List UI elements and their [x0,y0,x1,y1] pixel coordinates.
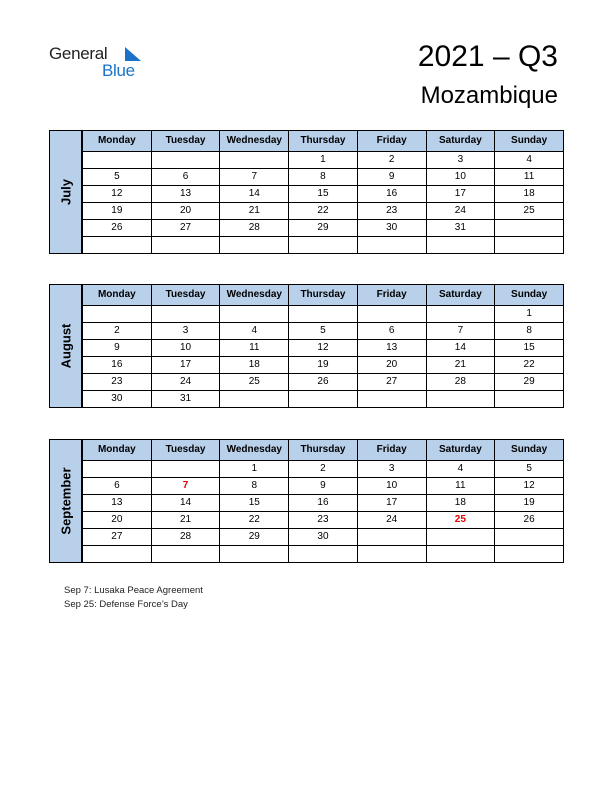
day-cell: 10 [151,340,220,357]
day-cell: 24 [357,512,426,529]
day-cell: 8 [220,478,289,495]
day-cell: 8 [289,169,358,186]
month-label: July [58,178,73,206]
day-cell: 1 [220,461,289,478]
day-cell [495,391,564,408]
day-cell: 30 [83,391,152,408]
month-september [49,439,564,563]
day-cell: 16 [289,495,358,512]
week-row [83,323,564,340]
day-cell: 7 [220,169,289,186]
day-cell: 31 [426,220,495,237]
day-cell: 18 [426,495,495,512]
week-row [83,203,564,220]
day-cell [220,546,289,563]
day-cell: 17 [357,495,426,512]
day-cell: 2 [83,323,152,340]
holiday-day-cell: 7 [151,478,220,495]
weekday-header: Sunday [495,131,564,152]
day-cell [151,306,220,323]
week-row [83,306,564,323]
day-cell: 21 [151,512,220,529]
weekday-header: Tuesday [151,131,220,152]
day-cell [426,546,495,563]
calendar-grid [82,130,564,254]
week-row [83,186,564,203]
holiday-note: Sep 25: Defense Force’s Day [64,599,188,610]
day-cell [83,306,152,323]
day-cell: 15 [289,186,358,203]
weekday-header: Thursday [289,285,358,306]
day-cell: 9 [357,169,426,186]
day-cell: 22 [220,512,289,529]
day-cell: 17 [426,186,495,203]
day-cell: 23 [357,203,426,220]
week-row [83,546,564,563]
day-cell: 28 [220,220,289,237]
day-cell: 25 [495,203,564,220]
day-cell [426,306,495,323]
day-cell: 27 [83,529,152,546]
day-cell: 28 [426,374,495,391]
day-cell [357,237,426,254]
day-cell: 30 [357,220,426,237]
weekday-header: Friday [357,285,426,306]
week-row [83,340,564,357]
brand-word-general: General [49,44,108,63]
day-cell [83,237,152,254]
day-cell [426,529,495,546]
day-cell: 27 [151,220,220,237]
weekday-header: Saturday [426,131,495,152]
weekday-header: Monday [83,440,152,461]
day-cell: 15 [495,340,564,357]
day-cell: 11 [220,340,289,357]
week-row [83,478,564,495]
weekday-header: Thursday [289,440,358,461]
day-cell [495,220,564,237]
month-label-panel [49,130,82,254]
day-cell [151,152,220,169]
day-cell: 22 [495,357,564,374]
month-label-panel [49,284,82,408]
day-cell: 20 [151,203,220,220]
day-cell: 3 [357,461,426,478]
day-cell: 13 [83,495,152,512]
day-cell: 5 [289,323,358,340]
holiday-day-cell: 25 [426,512,495,529]
day-cell: 12 [83,186,152,203]
month-august [49,284,564,408]
day-cell: 11 [495,169,564,186]
day-cell [426,237,495,254]
day-cell: 21 [220,203,289,220]
week-row [83,374,564,391]
calendar-grid [82,284,564,408]
weekday-header: Sunday [495,440,564,461]
week-row [83,220,564,237]
day-cell [83,152,152,169]
day-cell: 1 [495,306,564,323]
day-cell: 31 [151,391,220,408]
day-cell [220,237,289,254]
day-cell: 24 [426,203,495,220]
day-cell: 13 [357,340,426,357]
day-cell: 21 [426,357,495,374]
day-cell [83,461,152,478]
brand-logo [49,44,149,84]
day-cell: 10 [357,478,426,495]
day-cell: 14 [151,495,220,512]
week-row [83,495,564,512]
day-cell [83,546,152,563]
day-cell: 26 [495,512,564,529]
day-cell: 4 [426,461,495,478]
day-cell: 20 [83,512,152,529]
day-cell [220,306,289,323]
day-cell: 20 [357,357,426,374]
brand-word-blue: Blue [102,61,135,80]
day-cell [151,546,220,563]
week-row [83,152,564,169]
day-cell [495,546,564,563]
weekday-header: Tuesday [151,285,220,306]
day-cell: 10 [426,169,495,186]
day-cell: 25 [220,374,289,391]
day-cell: 23 [289,512,358,529]
month-label-panel [49,439,82,563]
month-label: September [58,467,73,535]
weekday-header: Wednesday [220,285,289,306]
day-cell: 18 [220,357,289,374]
day-cell [357,546,426,563]
day-cell: 8 [495,323,564,340]
brand-triangle-icon [125,47,141,61]
day-cell: 26 [289,374,358,391]
day-cell: 17 [151,357,220,374]
day-cell [289,546,358,563]
day-cell [151,461,220,478]
week-row [83,169,564,186]
day-cell: 29 [495,374,564,391]
day-cell: 7 [426,323,495,340]
day-cell: 29 [289,220,358,237]
day-cell [357,306,426,323]
weekday-header: Wednesday [220,131,289,152]
week-row [83,461,564,478]
weekday-header: Saturday [426,285,495,306]
week-row [83,237,564,254]
day-cell: 6 [83,478,152,495]
day-cell: 26 [83,220,152,237]
day-cell: 1 [289,152,358,169]
day-cell: 4 [220,323,289,340]
day-cell: 2 [357,152,426,169]
day-cell: 12 [495,478,564,495]
day-cell: 22 [289,203,358,220]
weekday-header: Monday [83,131,152,152]
day-cell: 19 [83,203,152,220]
day-cell: 6 [357,323,426,340]
day-cell [289,306,358,323]
holiday-notes [64,584,203,612]
day-cell [495,237,564,254]
page-title: 2021 – Q3 [417,40,558,73]
week-row [83,529,564,546]
day-cell: 23 [83,374,152,391]
holiday-note: Sep 7: Lusaka Peace Agreement [64,585,203,596]
weekday-header: Wednesday [220,440,289,461]
day-cell: 15 [220,495,289,512]
day-cell [495,529,564,546]
day-cell [151,237,220,254]
week-row [83,357,564,374]
weekday-header: Friday [357,440,426,461]
day-cell: 13 [151,186,220,203]
day-cell [289,391,358,408]
day-cell: 11 [426,478,495,495]
day-cell: 29 [220,529,289,546]
weekday-header: Sunday [495,285,564,306]
day-cell: 6 [151,169,220,186]
day-cell: 30 [289,529,358,546]
day-cell: 19 [289,357,358,374]
weekday-header: Monday [83,285,152,306]
day-cell: 5 [83,169,152,186]
day-cell: 3 [151,323,220,340]
day-cell: 14 [220,186,289,203]
day-cell: 16 [357,186,426,203]
country-name: Mozambique [420,82,558,109]
weekday-header: Thursday [289,131,358,152]
day-cell [426,391,495,408]
day-cell: 14 [426,340,495,357]
day-cell: 4 [495,152,564,169]
month-label: August [58,323,73,369]
day-cell: 9 [83,340,152,357]
week-row [83,512,564,529]
day-cell: 12 [289,340,358,357]
day-cell: 2 [289,461,358,478]
week-row [83,391,564,408]
day-cell [357,529,426,546]
calendar-grid [82,439,564,563]
day-cell: 16 [83,357,152,374]
weekday-header-row [83,131,564,152]
weekday-header: Saturday [426,440,495,461]
day-cell [357,391,426,408]
weekday-header: Friday [357,131,426,152]
weekday-header-row [83,440,564,461]
day-cell: 5 [495,461,564,478]
day-cell: 27 [357,374,426,391]
weekday-header: Tuesday [151,440,220,461]
day-cell: 28 [151,529,220,546]
day-cell: 9 [289,478,358,495]
day-cell: 3 [426,152,495,169]
day-cell [289,237,358,254]
day-cell: 24 [151,374,220,391]
day-cell [220,152,289,169]
day-cell: 18 [495,186,564,203]
day-cell [220,391,289,408]
month-july [49,130,564,254]
weekday-header-row [83,285,564,306]
day-cell: 19 [495,495,564,512]
